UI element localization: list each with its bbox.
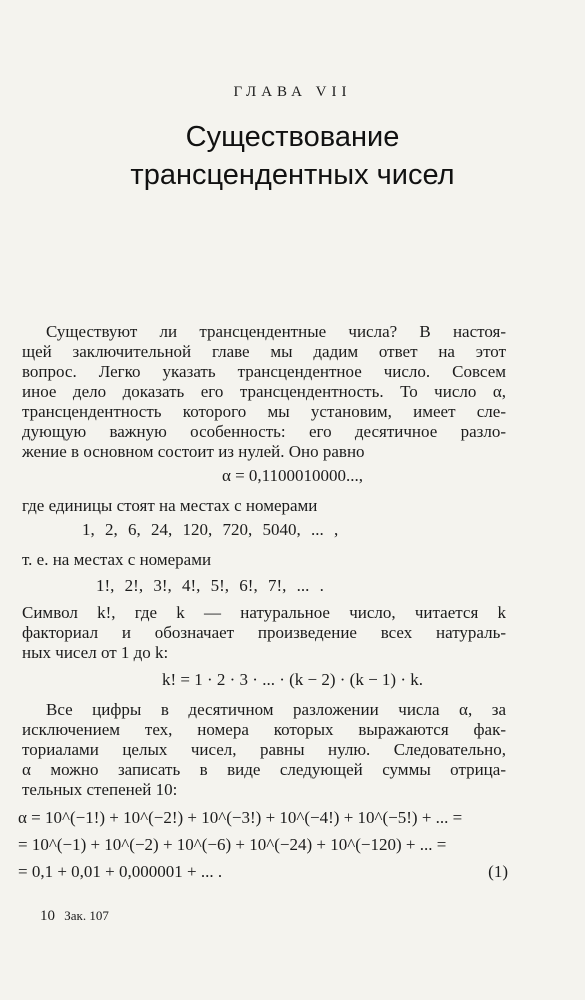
paragraph-digits [22, 700, 506, 800]
text-line: трансцендентность которого мы установим, имеет сле- [22, 402, 506, 421]
chapter-title-line-1: Существование [185, 121, 400, 153]
sequence-factorials: 1!, 2!, 3!, 4!, 5!, 6!, 7!, ... . [96, 576, 324, 595]
text-line: Все цифры в десятичном разложении числа α, за [46, 700, 506, 719]
signature-mark: 10 [40, 908, 55, 924]
equation-line-2: = 10^(−1) + 10^(−2) + 10^(−6) + 10^(−24) + 10^(−120) + ... = [18, 835, 447, 854]
text-line: ных чисел от 1 до k: [22, 643, 169, 662]
equation-sum [18, 808, 508, 889]
text-line: т. е. на местах с номерами [22, 550, 212, 569]
sequence-numbers: 1, 2, 6, 24, 120, 720, 5040, ... , [82, 520, 339, 539]
text-line: факториал и обозначает произведение всех натураль- [22, 623, 506, 642]
formula-alpha: α = 0,1100010000..., [221, 466, 364, 485]
text-line: иное дело доказать его трансцендентность. То число α, [22, 382, 506, 401]
equation-line-1: α = 10^(−1!) + 10^(−2!) + 10^(−3!) + 10^(−4!) + 10^(−5!) + ... = [18, 808, 463, 827]
text-line: Символ k!, где k — натуральное число, читается k [22, 603, 506, 622]
text-line: вопрос. Легко указать трансцендентное число. Совсем [22, 362, 506, 381]
equation-line-3 [18, 862, 508, 889]
paragraph-factorial-definition [22, 603, 506, 663]
text-line: тельных степеней 10: [22, 780, 178, 799]
printing-note: Зак. 107 [64, 908, 109, 923]
text-line: щей заключительной главе мы дадим ответ на этот [22, 342, 506, 361]
equation-number: (1) [488, 862, 508, 881]
paragraph-ones [22, 496, 506, 516]
text-line: исключением тех, номера которых выражаются фак- [22, 720, 506, 739]
chapter-title [0, 118, 585, 194]
page-footer [40, 908, 109, 925]
text-line: где единицы стоят на местах с номерами [22, 496, 318, 515]
text-line: жение в основном состоит из нулей. Оно равно [22, 442, 365, 461]
paragraph-intro [22, 322, 506, 462]
chapter-heading: ГЛАВА VII [233, 84, 352, 100]
equation-line-3-text: = 0,1 + 0,01 + 0,000001 + ... . [18, 862, 223, 881]
text-line: α можно записать в виде следующей суммы отрица- [22, 760, 506, 779]
text-line: дующую важную особенность: его десятичное разло- [22, 422, 506, 441]
text-line: Существуют ли трансцендентные числа? В настоя- [46, 322, 506, 341]
chapter-title-line-2: трансцендентных чисел [130, 159, 455, 191]
formula-factorial: k! = 1 · 2 · 3 · ... · (k − 2) · (k − 1) · k. [161, 670, 424, 689]
paragraph-places [22, 550, 506, 570]
text-line: ториалами целых чисел, равны нулю. Следовательно, [22, 740, 506, 759]
